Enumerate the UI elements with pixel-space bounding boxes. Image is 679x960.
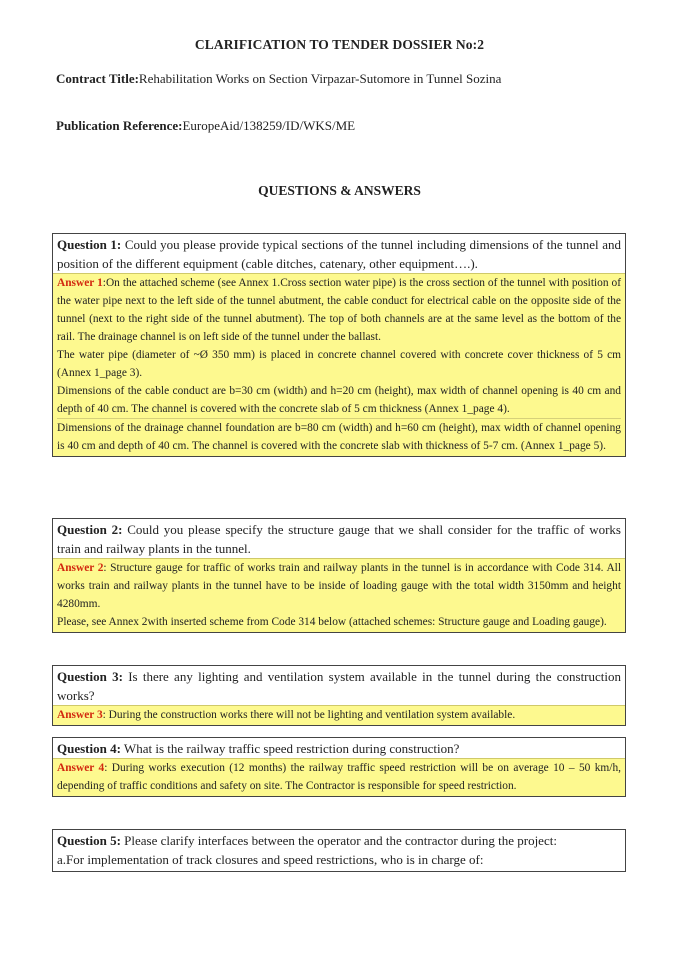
publication-reference-value: EuropeAid/138259/ID/WKS/ME [182,118,356,133]
question-3 [53,666,625,705]
qa-block-1 [52,233,626,457]
answer-paragraph: Dimensions of the cable conduct are b=30 cm (width) and h=20 cm (height), max width of channel opening is 40 cm and depth of 40 cm. The channel is covered with the concrete slab of 5 cm thickness (Annex 1_page 4). [57,385,621,415]
answer-1 [53,273,625,456]
answer-paragraph [57,759,621,795]
answer-paragraph [57,706,621,724]
answer-label: Answer 2 [57,562,104,574]
answer-text: :On the attached scheme (see Annex 1.Cross section water pipe) is the cross section of the tunnel with position of the water pipe next to the left side of the tunnel abutment, the cable conduct for electrical cable on the opposite side of the tunnel (next to the right side of the tunnel abutment). The top of both channels are at the same level as the bottom of the rail. The drainage channel is on left side of the tunnel under the ballast. [57,277,622,343]
answer-text: : During the construction works there will not be lighting and ventilation system available. [102,709,516,721]
answer-paragraph: Dimensions of the drainage channel foundation are b=80 cm (width) and h=60 cm (height), max width of channel opening is 40 cm and depth of 40 cm. The channel is covered with the concrete slab with thickness of 5-7 cm. (Annex 1_page 5). [57,418,621,455]
question-text: Is there any lighting and ventilation system available in the tunnel during the construction works? [57,669,622,703]
answer-text: : During works execution (12 months) the railway traffic speed restriction will be on average 10 – 50 km/h, depending of traffic conditions and safety on site. The Contractor is responsible for speed restriction. [57,762,621,792]
contract-title-value: Rehabilitation Works on Section Virpazar-Sutomore in Tunnel Sozina [138,71,502,86]
question-2 [53,519,625,558]
publication-reference-label: Publication Reference: [56,118,183,133]
answer-text: : Structure gauge for traffic of works train and railway plants in the tunnel is in accordance with Code 314. All works train and railway plants in the tunnel have to be inside of loading gauge with the total width 3150mm and height 4280mm. [57,562,621,610]
question-1 [53,234,625,273]
answer-label: Answer 3 [57,709,103,721]
question-label: Question 4: [57,741,121,756]
answer-paragraph: Please, see Annex 2with inserted scheme from Code 314 below (attached schemes: Structure gauge and Loading gauge). [57,616,607,628]
answer-paragraph [57,559,621,613]
answer-paragraph: The water pipe (diameter of ~Ø 350 mm) is placed in concrete channel covered with concrete cover thickness of 5 cm (Annex 1_page 3). [57,349,621,379]
qa-block-4 [52,737,626,797]
question-5 [53,830,625,871]
answer-2 [53,558,625,632]
answer-paragraph [57,274,621,346]
question-text: Please clarify interfaces between the operator and the contractor during the project: [120,833,557,848]
answer-label: Answer 1 [57,277,103,289]
question-label: Question 2: [57,522,123,537]
question-text: Could you please provide typical sections of the tunnel including dimensions of the tunnel and position of the different equipment (cable ditches, catenary, other equipment….). [57,237,622,271]
question-label: Question 3: [57,669,123,684]
question-label: Question 1: [57,237,122,252]
contract-title-label: Contract Title: [56,71,139,86]
question-4 [53,738,625,758]
question-subline: a.For implementation of track closures and speed restrictions, who is in charge of: [57,852,484,867]
qa-block-3 [52,665,626,726]
qa-block-2 [52,518,626,633]
section-heading: QUESTIONS & ANSWERS [258,183,421,198]
question-text: Could you please specify the structure gauge that we shall consider for the traffic of works train and railway plants in the tunnel. [57,522,621,556]
answer-label: Answer 4 [57,762,105,774]
qa-block-5 [52,829,626,872]
contract-title-line [56,71,501,87]
publication-reference-line [56,118,355,134]
answer-3 [53,705,625,725]
document-title: CLARIFICATION TO TENDER DOSSIER No:2 [194,37,485,52]
answer-4 [53,758,625,796]
question-text: What is the railway traffic speed restriction during construction? [120,741,460,756]
question-label: Question 5: [57,833,121,848]
